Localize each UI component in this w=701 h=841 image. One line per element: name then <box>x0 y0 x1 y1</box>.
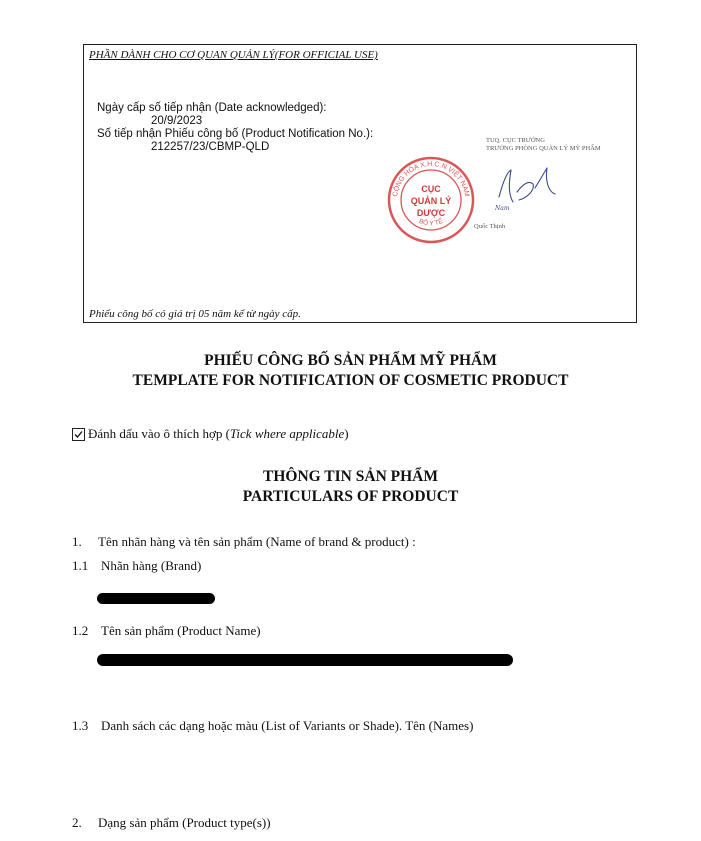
item-1-1-text: Nhãn hàng (Brand) <box>101 558 202 573</box>
stamp-ring-bottom: BỘ Y TẾ <box>417 217 445 228</box>
tick-instruction <box>72 426 349 442</box>
item-1-number: 1. <box>72 534 82 549</box>
title-vi: PHIẾU CÔNG BỐ SẢN PHẨM MỸ PHẨM <box>204 352 497 369</box>
stamp-authority-label: TUQ. CỤC TRƯỞNG TRƯỞNG PHÒNG QUẢN LÝ MỸ PHẨM <box>486 137 601 152</box>
handwritten-signature <box>489 162 559 212</box>
item-1-1-number: 1.1 <box>72 558 89 573</box>
item-1-3-number: 1.3 <box>72 718 89 733</box>
official-use-header: PHẦN DÀNH CHO CƠ QUAN QUẢN LÝ(FOR OFFICIAL USE) <box>89 49 378 61</box>
date-acknowledged-label: Ngày cấp số tiếp nhận (Date acknowledged): <box>97 102 327 114</box>
validity-note: Phiếu công bố có giá trị 05 năm kể từ ngày cấp. <box>89 308 301 320</box>
item-2-text: Dạng sản phẩm (Product type(s)) <box>98 815 271 830</box>
item-1-3 <box>72 718 473 734</box>
official-use-box <box>83 44 637 323</box>
item-2 <box>72 815 271 831</box>
section-heading-vi: THÔNG TIN SẢN PHẨM <box>263 468 438 485</box>
notification-number-value: 212257/23/CBMP-QLD <box>151 141 270 153</box>
item-1-2 <box>72 623 261 639</box>
item-1-2-text: Tên sản phẩm (Product Name) <box>101 623 261 638</box>
svg-text:Nam: Nam <box>495 205 510 212</box>
title-en: TEMPLATE FOR NOTIFICATION OF COSMETIC PRODUCT <box>132 372 569 389</box>
tick-label-end: ) <box>344 426 349 441</box>
checkbox-tick-icon[interactable] <box>72 428 85 441</box>
item-1-1 <box>72 558 201 574</box>
tick-label-vi: Đánh dấu vào ô thích hợp ( <box>88 426 230 441</box>
item-2-number: 2. <box>72 815 82 830</box>
redacted-brand <box>97 593 215 604</box>
tick-label-en: Tick where applicable <box>229 426 345 441</box>
notification-number-label: Số tiếp nhận Phiếu công bố (Product Notification No.): <box>97 128 374 140</box>
official-stamp <box>387 156 475 244</box>
svg-text:DƯỢC: DƯỢC <box>416 208 446 218</box>
item-1-2-number: 1.2 <box>72 623 89 638</box>
signer-name: Quốc Thịnh <box>474 223 506 230</box>
svg-text:CỤC: CỤC <box>421 184 441 194</box>
section-heading-en: PARTICULARS OF PRODUCT <box>242 488 459 505</box>
redacted-product-name <box>97 654 513 666</box>
stamp-ring-top: CỘNG HÒA X.H.C.N VIỆT NAM <box>392 160 470 198</box>
item-1-text: Tên nhãn hàng và tên sản phẩm (Name of brand & product) : <box>98 534 416 549</box>
date-acknowledged-value: 20/9/2023 <box>151 115 203 127</box>
svg-text:QUẢN LÝ: QUẢN LÝ <box>410 196 452 206</box>
item-1-3-text: Danh sách các dạng hoặc màu (List of Variants or Shade). Tên (Names) <box>101 718 474 733</box>
item-1 <box>72 534 416 550</box>
